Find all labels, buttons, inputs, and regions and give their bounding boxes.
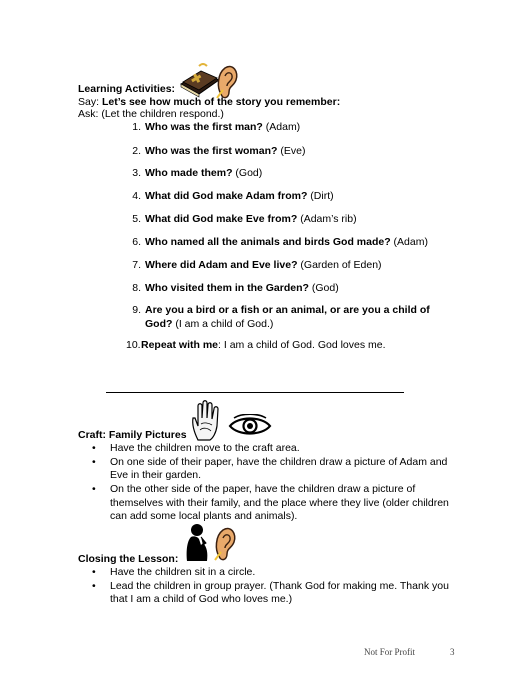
- footer-text: Not For Profit: [364, 647, 416, 657]
- craft-heading: Craft: Family Pictures: [78, 429, 187, 441]
- list-item: [92, 483, 452, 524]
- question-item: [126, 121, 446, 135]
- list-item-text: On the other side of the paper, have the children draw a picture of themselves with their family, and the place where they live (older children can add some local plants and animals).: [110, 482, 449, 523]
- question-text: Who made them?: [145, 167, 233, 179]
- question-item: [126, 339, 446, 353]
- question-text: Where did Adam and Eve live?: [145, 259, 298, 271]
- question-item: [126, 190, 446, 204]
- question-number: 8.: [132, 282, 141, 294]
- question-item: [126, 259, 446, 273]
- closing-icons: [183, 523, 239, 563]
- question-number: 10.: [126, 339, 141, 351]
- learning-activities-heading: Learning Activities:: [78, 83, 176, 95]
- list-item: [92, 442, 452, 456]
- list-item-text: Have the children sit in a circle.: [110, 566, 256, 578]
- closing-bullet-list: [92, 566, 452, 607]
- question-answer: (God): [232, 167, 263, 179]
- question-text: What did God make Adam from?: [145, 190, 308, 202]
- list-item: [92, 456, 452, 483]
- question-answer: (Garden of Eden): [297, 259, 382, 271]
- question-number: 2.: [132, 145, 141, 157]
- say-text: Let’s see how much of the story you remember:: [101, 96, 341, 108]
- question-item: [126, 213, 446, 227]
- question-item: [126, 236, 446, 250]
- bullet-icon: •: [92, 455, 96, 468]
- bullet-icon: •: [92, 482, 96, 495]
- question-answer: (Adam’s rib): [297, 213, 357, 225]
- bullet-icon: •: [92, 566, 96, 578]
- question-text: Repeat with me: [141, 339, 219, 351]
- ear-icon: [215, 64, 239, 100]
- list-item-text: Have the children move to the craft area.: [110, 442, 300, 454]
- question-item: [126, 282, 446, 296]
- list-item-text: Lead the children in group prayer. (Thank God for making me. Thank you that I am a child of God who loves me.): [110, 579, 449, 606]
- question-text: Who was the first woman?: [145, 145, 278, 157]
- question-text: Who named all the animals and birds God made?: [145, 236, 391, 248]
- question-answer: (God): [308, 282, 339, 294]
- page-number: 3: [450, 647, 455, 657]
- section-divider: [106, 392, 404, 393]
- ask-line: Ask: (Let the children respond.): [78, 108, 224, 120]
- question-number: 3.: [132, 167, 141, 179]
- closing-heading: Closing the Lesson:: [78, 553, 179, 565]
- list-item-text: On one side of their paper, have the children draw a picture of Adam and Eve in their garden.: [110, 455, 448, 482]
- question-text: Who was the first man?: [145, 121, 263, 133]
- question-item: [126, 304, 436, 331]
- list-item: [92, 566, 452, 580]
- hand-icon: [190, 400, 222, 442]
- question-number: 4.: [132, 190, 141, 202]
- question-number: 5.: [132, 213, 141, 225]
- question-number: 6.: [132, 236, 141, 248]
- question-item: [126, 145, 446, 159]
- question-number: 9.: [132, 304, 141, 316]
- praying-child-icon: [183, 523, 211, 563]
- bullet-icon: •: [92, 579, 96, 592]
- question-text: Who visited them in the Garden?: [145, 282, 309, 294]
- list-item: [92, 580, 452, 607]
- question-text: Are you a bird or a fish or an animal, or are you a child of God?: [145, 304, 430, 330]
- question-answer: : I am a child of God. God loves me.: [218, 339, 386, 351]
- ear-icon: [213, 526, 237, 562]
- bullet-icon: •: [92, 442, 96, 454]
- craft-bullet-list: [92, 442, 452, 524]
- question-answer: (Adam): [390, 236, 428, 248]
- question-text: What did God make Eve from?: [145, 213, 298, 225]
- question-answer: (Dirt): [307, 190, 334, 202]
- question-number: 7.: [132, 259, 141, 271]
- question-answer: (Adam): [262, 121, 301, 133]
- say-prefix: Say:: [78, 96, 102, 108]
- question-answer: (I am a child of God.): [172, 317, 274, 330]
- question-item: [126, 167, 446, 181]
- eye-icon: [228, 414, 272, 438]
- craft-icons: [190, 400, 274, 442]
- question-answer: (Eve): [277, 145, 306, 157]
- learning-icons: [179, 62, 239, 100]
- question-number: 1.: [132, 121, 141, 133]
